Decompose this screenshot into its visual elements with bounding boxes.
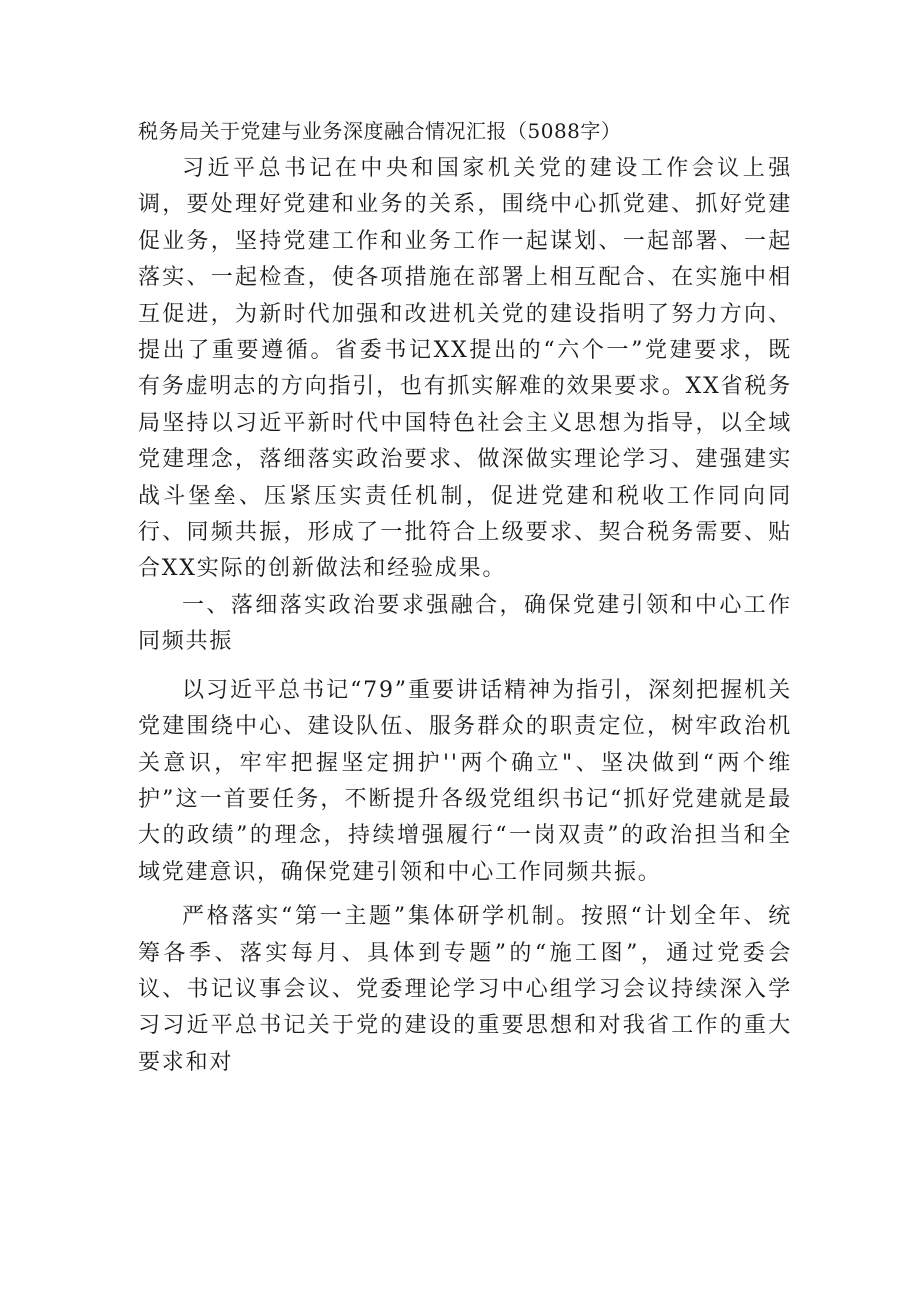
paragraph-intro: 习近平总书记在中央和国家机关党的建设工作会议上强调，要处理好党建和业务的关系，围绕中心抓党建、抓好党建促业务，坚持党建工作和业务工作一起谋划、一起部署、一起落实、一起检查，使各项措施在部署上相互配合、在实施中相互促进，为新时代加强和改进机关党的建设指明了努力方向、提出了重要遵循。省委书记XX提出的“六个一”党建要求，既有务虚明志的方向指引，也有抓实解难的效果要求。XX省税务局坚持以习近平新时代中国特色社会主义思想为指导，以全域党建理念，落细落实政治要求、做深做实理论学习、建强建实战斗堡垒、压紧压实责任机制，促进党建和税收工作同向同行、同频共振，形成了一批符合上级要求、契合税务需要、贴合XX实际的创新做法和经验成果。 xyxy=(138,156,792,582)
paragraph-study-mechanism: 严格落实“第一主题”集体研学机制。按照“计划全年、统筹各季、落实每月、具体到专题”的“施工图”，通过党委会议、书记议事会议、党委理论学习中心组学习会议持续深入学习习近平总书记关于党的建设的重要思想和对我省工作的重大要求和对 xyxy=(138,904,792,1075)
document-title: 税务局关于党建与业务深度融合情况汇报（5088字） xyxy=(138,119,622,143)
section-heading-1: 一、落细落实政治要求强融合，确保党建引领和中心工作同频共振 xyxy=(138,592,792,655)
document-page xyxy=(138,113,792,1081)
paragraph-section-1: 以习近平总书记“79”重要讲话精神为指引，深刻把握机关党建围绕中心、建设队伍、服务群众的职责定位，树牢政治机关意识，牢牢把握坚定拥护''两个确立"、坚决做到“两个维护”这一首要任务，不断提升各级党组织书记“抓好党建就是最大的政绩”的理念，持续增强履行“一岗双责”的政治担当和全域党建意识，确保党建引领和中心工作同频共振。 xyxy=(138,677,792,885)
